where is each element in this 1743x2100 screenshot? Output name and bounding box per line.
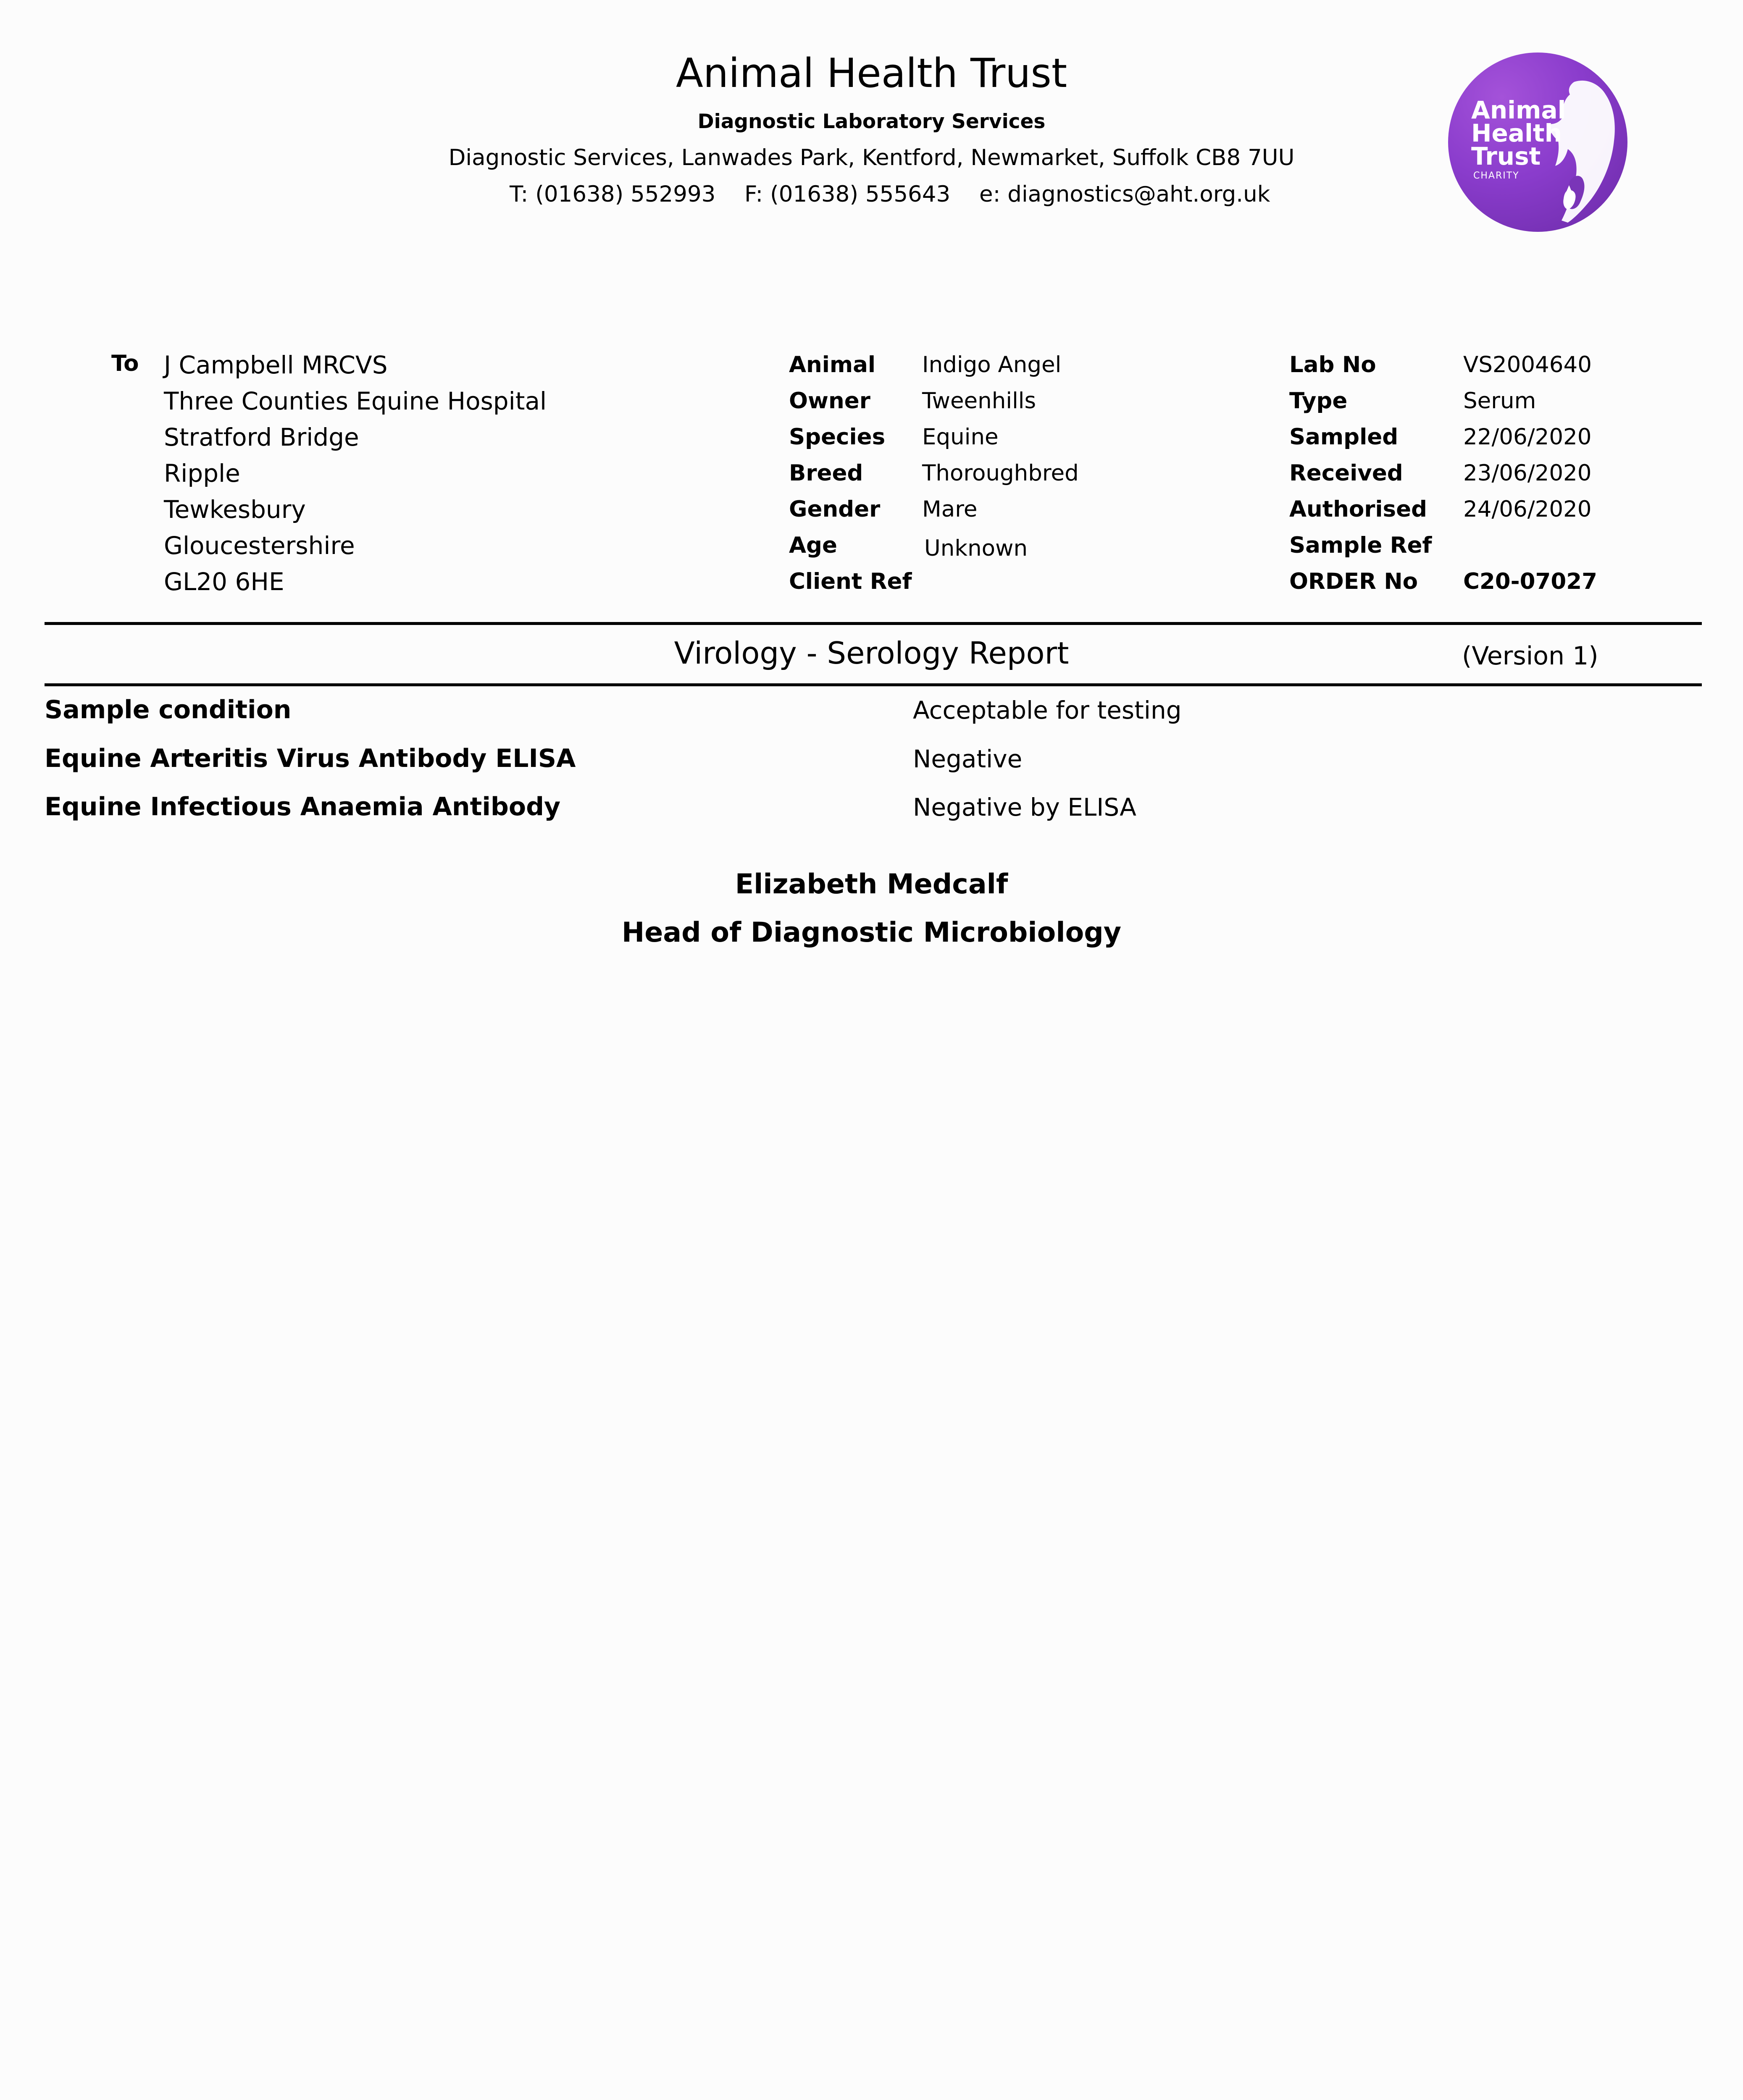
logo-text-line1: Animal [1471, 96, 1566, 124]
report-version: (Version 1) [1462, 641, 1598, 671]
species-label: Species [789, 424, 886, 450]
order-no-value: C20-07027 [1463, 569, 1598, 594]
divider-top [45, 622, 1702, 625]
phone-number: T: (01638) 552993 [510, 181, 716, 207]
sampled-label: Sampled [1289, 424, 1399, 450]
authorised-label: Authorised [1289, 496, 1427, 522]
owner-value: Tweenhills [922, 388, 1036, 414]
logo-text-charity: CHARITY [1473, 171, 1520, 181]
received-label: Received [1289, 460, 1403, 486]
gender-label: Gender [789, 496, 881, 522]
email-address[interactable]: e: diagnostics@aht.org.uk [979, 181, 1270, 207]
recipient-line: Tewkesbury [164, 495, 306, 524]
recipient-line: Three Counties Equine Hospital [164, 387, 547, 415]
sampled-value: 22/06/2020 [1463, 424, 1592, 450]
organization-address: Diagnostic Services, Lanwades Park, Kentford, Newmarket, Suffolk CB8 7UU [448, 145, 1295, 171]
animal-health-trust-logo [1448, 52, 1627, 232]
order-no-label: ORDER No [1289, 569, 1418, 594]
result-label: Equine Infectious Anaemia Antibody [45, 792, 561, 822]
result-label: Equine Arteritis Virus Antibody ELISA [45, 744, 576, 773]
report-title: Virology - Serology Report [674, 635, 1069, 671]
recipient-label: To [111, 351, 139, 376]
recipient-line: Ripple [164, 459, 240, 488]
authorised-value: 24/06/2020 [1463, 496, 1592, 522]
lab-no-label: Lab No [1289, 352, 1376, 378]
age-value: Unknown [924, 536, 1028, 561]
owner-label: Owner [789, 388, 870, 414]
result-label: Sample condition [45, 695, 292, 724]
recipient-line: Gloucestershire [164, 531, 355, 560]
organization-name: Animal Health Trust [676, 50, 1067, 97]
result-value: Negative [913, 745, 1023, 773]
recipient-line: GL20 6HE [164, 567, 284, 596]
animal-value: Indigo Angel [922, 352, 1062, 378]
result-value: Negative by ELISA [913, 793, 1136, 822]
lab-no-value: VS2004640 [1463, 352, 1592, 378]
gender-value: Mare [922, 496, 978, 522]
organization-subtitle: Diagnostic Laboratory Services [697, 110, 1046, 133]
signer-name: Elizabeth Medcalf [735, 869, 1008, 900]
signer-title: Head of Diagnostic Microbiology [621, 917, 1122, 948]
type-value: Serum [1463, 388, 1536, 414]
sample-ref-label: Sample Ref [1289, 533, 1432, 558]
received-value: 23/06/2020 [1463, 460, 1592, 486]
logo-text-line2: Health [1471, 119, 1562, 147]
recipient-line: J Campbell MRCVS [164, 351, 388, 379]
recipient-line: Stratford Bridge [164, 423, 359, 452]
fax-number: F: (01638) 555643 [744, 181, 951, 207]
age-label: Age [789, 533, 837, 558]
breed-label: Breed [789, 460, 863, 486]
breed-value: Thoroughbred [922, 460, 1079, 486]
client-ref-label: Client Ref [789, 569, 912, 594]
species-value: Equine [922, 424, 999, 450]
logo-text-line3: Trust [1471, 142, 1541, 171]
divider-bottom [45, 683, 1702, 686]
type-label: Type [1289, 388, 1348, 414]
result-value: Acceptable for testing [913, 696, 1182, 724]
animal-label: Animal [789, 352, 876, 378]
